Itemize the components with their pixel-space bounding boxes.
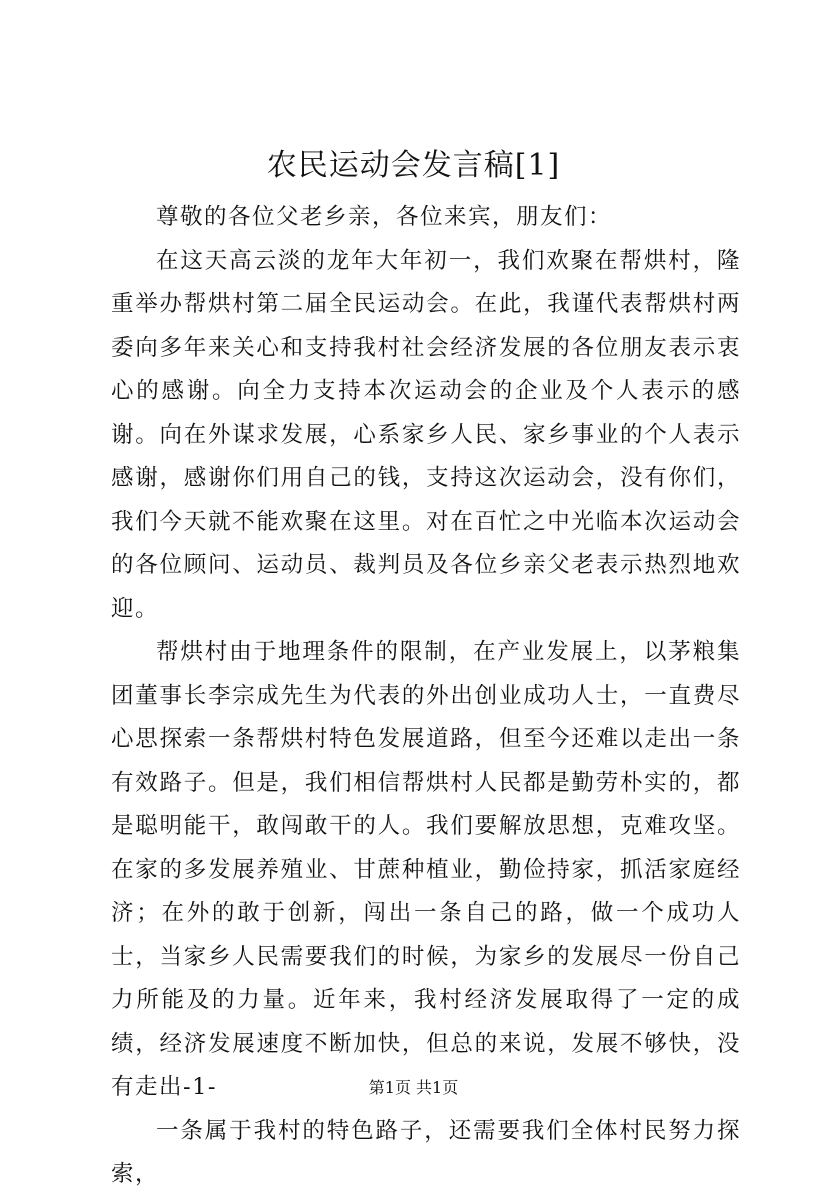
document-title: 农民运动会发言稿[1] <box>266 148 561 183</box>
document-body <box>111 196 741 1197</box>
paragraph-continuation: 一条属于我村的特色路子，还需要我们全体村民努力探索， <box>111 1117 741 1187</box>
paragraph-greeting: 尊敬的各位父老乡亲，各位来宾，朋友们： <box>156 204 613 230</box>
page-footer: 第1页 共1页 <box>368 1078 459 1097</box>
paragraph-welcome: 在这天高云淡的龙年大年初一，我们欢聚在帮烘村，隆重举办帮烘村第二届全民运动会。在此，我谨代表帮烘村两委向多年来关心和支持我村社会经济发展的各位朋友表示衷心的感谢。向全力支持本次运动会的企业及个人表示的感谢。向在外谋求发展，心系家乡人民、家乡事业的个人表示感谢，感谢你们用自己的钱，支持这次运动会，没有你们，我们今天就不能欢聚在这里。对在百忙之中光临本次运动会的各位顾问、运动员、裁判员及各位乡亲父老表示热烈地欢迎。 <box>111 247 741 622</box>
paragraph-development: 帮烘村由于地理条件的限制，在产业发展上，以茅粮集团董事长李宗成先生为代表的外出创业成功人士，一直费尽心思探索一条帮烘村特色发展道路，但至今还难以走出一条有效路子。但是，我们相信帮烘村人民都是勤劳朴实的，都是聪明能干，敢闯敢干的人。我们要解放思想，克难攻坚。在家的多发展养殖业、甘蔗种植业，勤俭持家，抓活家庭经济；在外的敢于创新，闯出一条自己的路，做一个成功人士，当家乡人民需要我们的时候，为家乡的发展尽一份自己力所能及的力量。近年来，我村经济发展取得了一定的成绩，经济发展速度不断加快，但总的来说，发展不够快，没有走出-1- <box>111 639 741 1100</box>
